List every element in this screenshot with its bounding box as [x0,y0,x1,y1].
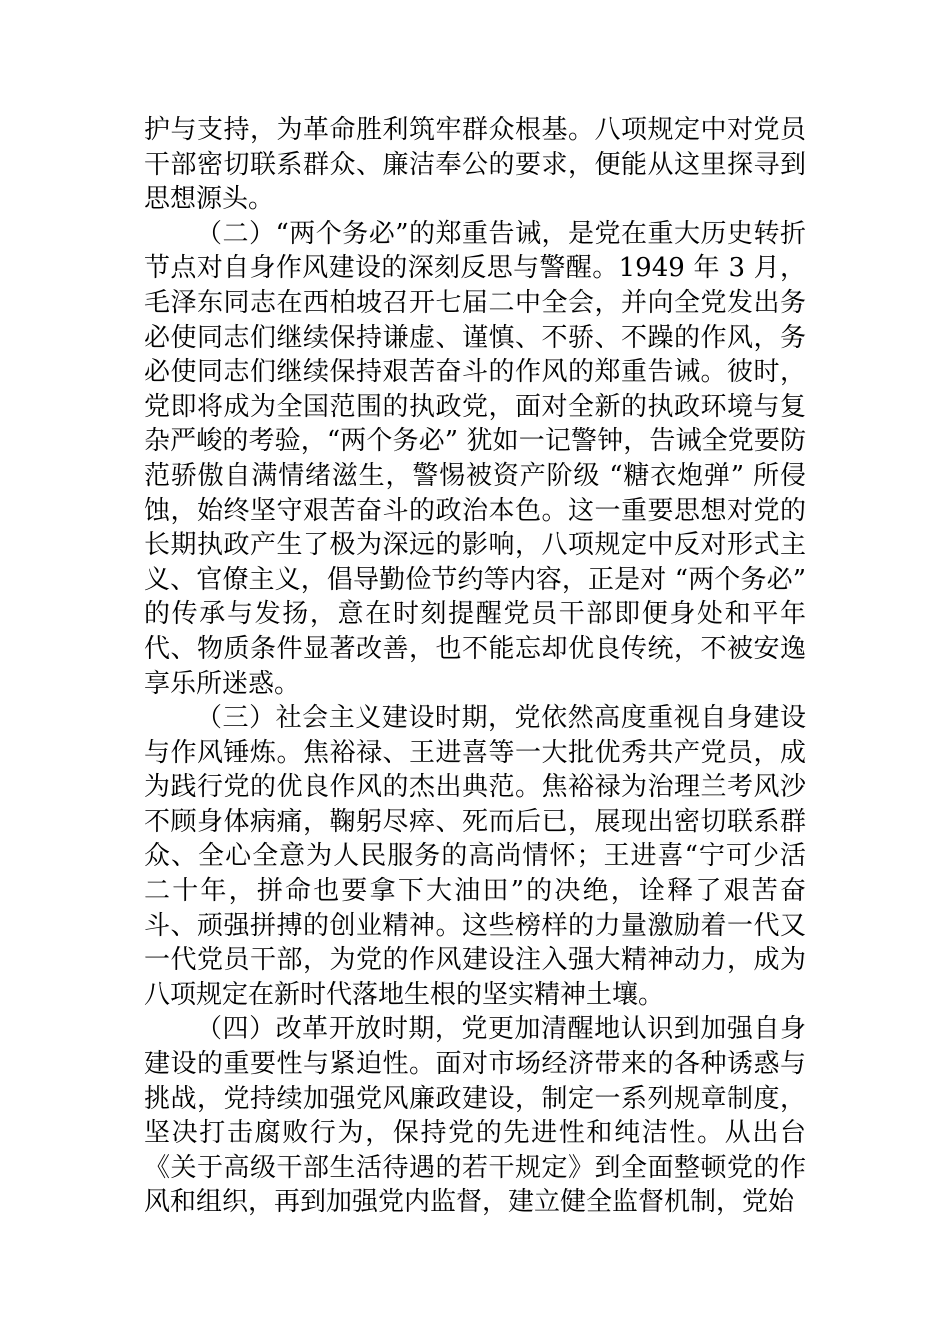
paragraph-3: （三）社会主义建设时期，党依然高度重视自身建设与作风锤炼。焦裕禄、王进喜等一大批优秀共产党员，成为践行党的优良作风的杰出典范。焦裕禄为治理兰考风沙不顾身体病痛，鞠躬尽瘁、死而后已，展现出密切联系群众、全心全意为人民服务的高尚情怀；王进喜“宁可少活二十年，拼命也要拿下大油田”的决绝，诠释了艰苦奋斗、顽强拼搏的创业精神。这些榜样的力量激励着一代又一代党员干部，为党的作风建设注入强大精神动力，成为八项规定在新时代落地生根的坚实精神土壤。 [144,703,806,1010]
document-body [144,113,806,1220]
paragraph-2: （二）“两个务必”的郑重告诫，是党在重大历史转折节点对自身作风建设的深刻反思与警醒。1949 年 3 月，毛泽东同志在西柏坡召开七届二中全会，并向全党发出务必使同志们继续保持谦虚、谨慎、不骄、不躁的作风，务必使同志们继续保持艰苦奋斗的作风的郑重告诫。彼时，党即将成为全国范围的执政党，面对全新的执政环境与复杂严峻的考验，“两个务必” 犹如一记警钟，告诫全党要防范骄傲自满情绪滋生，警惕被资产阶级 “糖衣炮弹” 所侵蚀，始终坚守艰苦奋斗的政治本色。这一重要思想对党的长期执政产生了极为深远的影响，八项规定中反对形式主义、官僚主义，倡导勤俭节约等内容，正是对 “两个务必” 的传承与发扬，意在时刻提醒党员干部即便身处和平年代、物质条件显著改善，也不能忘却优良传统，不被安逸享乐所迷惑。 [144,218,806,699]
paragraph-4: （四）改革开放时期，党更加清醒地认识到加强自身建设的重要性与紧迫性。面对市场经济带来的各种诱惑与挑战，党持续加强党风廉政建设，制定一系列规章制度，坚决打击腐败行为，保持党的先进性和纯洁性。从出台《关于高级干部生活待遇的若干规定》到全面整顿党的作风和组织，再到加强党内监督，建立健全监督机制，党始 [144,1014,806,1218]
paragraph-1: 护与支持，为革命胜利筑牢群众根基。八项规定中对党员干部密切联系群众、廉洁奉公的要求，便能从这里探寻到思想源头。 [144,115,806,215]
